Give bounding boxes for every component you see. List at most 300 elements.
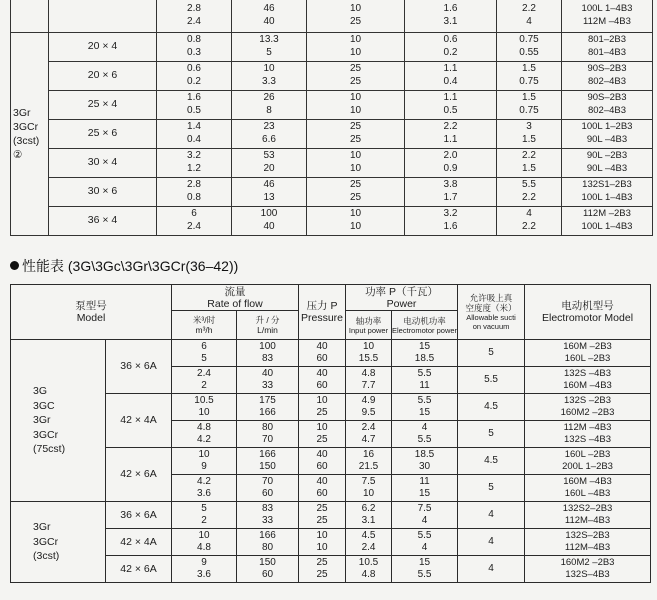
vacuum-value: 4 [488, 508, 494, 520]
motor-model: 160L –2B3 [564, 353, 611, 364]
header-pressure-cn: 压力 P [306, 300, 338, 312]
vacuum-cell [458, 394, 525, 421]
pump-size-cell [106, 448, 172, 502]
flow-m3h-pair [172, 448, 237, 475]
flow-m3h: 9 [201, 556, 207, 568]
flow-lmin: 10 [263, 63, 275, 74]
flow-lmin-pair [237, 340, 299, 367]
input-power-pair [346, 367, 392, 394]
motor-model: 160L –2B3 [564, 448, 611, 460]
input-power: 2.4 [361, 542, 376, 553]
flow-lmin-pair [232, 119, 307, 148]
table-row [11, 0, 653, 32]
header-motor-power [392, 311, 458, 340]
pressure-pair [299, 529, 346, 556]
pressure-pair [299, 340, 346, 367]
flow-m3h: 5 [201, 353, 207, 364]
motor-model: 801–4B3 [587, 46, 627, 58]
pressure-pair [299, 556, 346, 583]
table-row [11, 394, 651, 421]
pressure-pair [307, 206, 405, 235]
input-power-pair [346, 502, 392, 529]
header-motor-power-en: Electromotor power [392, 325, 458, 335]
motor-model: 112M –2B3 [583, 208, 631, 219]
motor-model: 801–2B3 [587, 34, 627, 45]
flow-lmin: 6.6 [262, 133, 276, 145]
motor-model: 100L 1–4B3 [581, 220, 633, 232]
input-power-pair [346, 556, 392, 583]
pressure-pair [299, 367, 346, 394]
flow-m3h: 3.6 [197, 569, 211, 580]
flow-m3h: 2.8 [187, 179, 201, 190]
pump-size: 42 × 4A [120, 535, 157, 548]
header-motor-model-cn: 电动机型号 [561, 300, 614, 312]
flow-lmin-pair [237, 421, 299, 448]
motor-power: 1.5 [522, 162, 536, 174]
flow-m3h: 10 [198, 407, 210, 418]
motor-model: 160M2 –2B3 [560, 407, 615, 418]
motor-model-pair [525, 556, 651, 583]
motor-power: 4 [421, 542, 428, 553]
pressure: 25 [349, 75, 362, 87]
pump-size: 30 × 4 [87, 156, 118, 169]
header-vacuum-cn1: 允许吸上真 [469, 293, 513, 303]
motor-power: 15 [418, 407, 431, 418]
motor-power-pair [392, 475, 458, 502]
pressure: 40 [316, 340, 328, 352]
pressure-pair [307, 61, 405, 90]
pressure-pair [299, 394, 346, 421]
flow-m3h-pair [157, 0, 232, 32]
input-power: 9.5 [361, 407, 376, 418]
motor-model-pair [525, 475, 651, 502]
input-power: 1.6 [443, 220, 458, 232]
flow-lmin: 40 [263, 15, 275, 27]
flow-lmin: 60 [261, 569, 274, 580]
flow-m3h-pair [172, 340, 237, 367]
input-power-pair [405, 206, 497, 235]
pressure-pair [299, 421, 346, 448]
flow-m3h: 0.3 [187, 46, 201, 58]
flow-lmin-pair [237, 394, 299, 421]
header-flow-m3h-unit: m³/h [195, 325, 213, 335]
flow-m3h: 0.8 [187, 191, 201, 203]
header-flow-m3h-cn: 米³/时 [192, 315, 216, 325]
input-power: 10 [362, 488, 375, 499]
flow-lmin: 83 [261, 502, 274, 514]
pressure: 25 [349, 191, 362, 203]
motor-power: 5.5 [417, 529, 432, 541]
performance-table-bottom [10, 284, 651, 583]
motor-power: 4 [421, 421, 428, 433]
input-power-pair [405, 119, 497, 148]
flow-m3h: 3.6 [197, 488, 211, 499]
pump-size: 42 × 4A [120, 414, 157, 427]
pressure: 10 [316, 529, 328, 541]
motor-model: 200L 1–2B3 [562, 461, 613, 472]
pressure: 40 [316, 367, 328, 379]
table-row [11, 177, 653, 206]
input-power: 16 [362, 448, 375, 460]
motor-model: 132S –2B3 [564, 394, 612, 406]
input-power-pair [346, 475, 392, 502]
pressure: 10 [349, 3, 362, 15]
motor-power-pair [497, 177, 562, 206]
motor-model-pair [525, 448, 651, 475]
motor-power: 5.5 [417, 569, 432, 580]
pressure-pair [307, 119, 405, 148]
input-power: 1.1 [443, 133, 458, 145]
motor-model: 160L –4B3 [564, 488, 611, 499]
motor-model: 132S1–2B3 [582, 179, 632, 190]
input-power: 7.5 [361, 475, 376, 487]
input-power-pair [405, 177, 497, 206]
flow-lmin: 70 [261, 434, 274, 445]
vacuum-value: 5 [488, 427, 494, 439]
vacuum-cell [458, 502, 525, 529]
pump-size-cell [49, 32, 157, 61]
pressure: 10 [349, 208, 362, 219]
motor-power-pair [392, 367, 458, 394]
header-pressure [299, 285, 346, 340]
flow-m3h-pair [172, 367, 237, 394]
pressure-pair [299, 502, 346, 529]
pump-size-cell [49, 148, 157, 177]
motor-model: 100L 1–2B3 [581, 121, 633, 132]
motor-model-pair [562, 177, 653, 206]
header-model [11, 285, 172, 340]
motor-power: 2.2 [522, 220, 536, 232]
input-power-pair [405, 90, 497, 119]
motor-power-pair [392, 448, 458, 475]
pressure: 25 [349, 15, 362, 27]
motor-model: 112M–4B3 [564, 515, 611, 526]
motor-model: 90S–2B3 [587, 92, 627, 103]
model-label: 3Gr [13, 106, 31, 119]
motor-model: 132S –4B3 [564, 367, 612, 379]
input-power-pair [346, 340, 392, 367]
vacuum-value: 4 [488, 535, 494, 547]
input-power-pair [346, 448, 392, 475]
input-power: 4.8 [361, 569, 376, 580]
motor-model-pair [562, 61, 653, 90]
flow-m3h: 0.6 [187, 63, 201, 74]
input-power: 21.5 [358, 461, 379, 472]
motor-power-pair [497, 148, 562, 177]
motor-model-pair [562, 32, 653, 61]
pump-size: 42 × 6A [120, 562, 157, 575]
flow-lmin: 150 [259, 556, 276, 568]
motor-power-pair [392, 394, 458, 421]
flow-m3h: 5 [201, 502, 207, 514]
motor-model: 90L –4B3 [586, 162, 628, 174]
pressure: 10 [316, 394, 328, 406]
flow-m3h: 9 [201, 461, 207, 472]
flow-m3h: 0.8 [187, 34, 201, 45]
motor-power: 0.75 [519, 34, 539, 45]
pressure: 25 [316, 434, 328, 445]
flow-lmin: 33 [261, 515, 274, 526]
motor-model-pair [562, 119, 653, 148]
model-label: 3GC [33, 399, 55, 412]
flow-m3h-pair [157, 148, 232, 177]
header-vacuum-cn2: 空度度（米） [465, 303, 517, 313]
model-group-cell [11, 32, 49, 235]
input-power-pair [405, 148, 497, 177]
flow-m3h: 2.8 [187, 3, 201, 15]
motor-model: 802–4B3 [587, 104, 627, 116]
flow-m3h: 1.4 [187, 121, 201, 132]
blank-cell [49, 0, 157, 32]
pump-size-cell [49, 206, 157, 235]
flow-lmin-pair [232, 0, 307, 32]
input-power: 3.1 [361, 515, 376, 526]
motor-model-pair [525, 340, 651, 367]
motor-model: 112M –4B3 [583, 15, 631, 27]
pressure: 25 [349, 179, 362, 190]
input-power: 3.2 [443, 208, 458, 219]
vacuum-value: 4.5 [484, 454, 498, 466]
model-group-cell [11, 340, 106, 502]
flow-lmin-pair [232, 61, 307, 90]
flow-lmin-pair [237, 367, 299, 394]
pressure: 40 [316, 475, 328, 487]
pressure: 10 [349, 34, 362, 45]
model-label: 3GCr [13, 120, 39, 133]
motor-model: 132S –4B3 [564, 434, 612, 445]
header-motor-model [525, 285, 651, 340]
header-power-en: Power [386, 297, 417, 310]
motor-power-pair [497, 119, 562, 148]
model-label: 3Gr [33, 414, 51, 427]
motor-model: 160M2 –2B3 [560, 556, 615, 568]
pressure: 25 [349, 133, 362, 145]
vacuum-cell [458, 529, 525, 556]
flow-lmin-pair [237, 556, 299, 583]
pump-size: 20 × 4 [87, 40, 118, 53]
input-power: 0.4 [443, 75, 458, 87]
motor-power: 18.5 [414, 353, 435, 364]
motor-power: 2.2 [522, 191, 536, 203]
bullet-icon [10, 261, 19, 270]
table-row [11, 32, 653, 61]
flow-lmin: 83 [261, 353, 274, 364]
motor-model-pair [525, 529, 651, 556]
model-label: (75cst) [33, 443, 66, 456]
table-row [11, 502, 651, 529]
pressure-pair [307, 32, 405, 61]
pressure-pair [307, 90, 405, 119]
pump-size: 25 × 6 [87, 127, 118, 140]
pump-size-cell [106, 556, 172, 583]
flow-m3h-pair [172, 394, 237, 421]
motor-model-pair [562, 206, 653, 235]
motor-power: 15 [418, 556, 431, 568]
performance-table-top [10, 0, 653, 236]
motor-power: 0.75 [519, 75, 539, 87]
motor-model: 132S–4B3 [565, 569, 610, 580]
header-vacuum-en1: Allowable sucti [466, 313, 516, 322]
input-power-pair [405, 61, 497, 90]
header-flow-lmin [237, 311, 299, 340]
input-power: 0.5 [443, 104, 458, 116]
table-row [11, 340, 651, 367]
motor-model-pair [525, 502, 651, 529]
motor-model: 112M –4B3 [563, 421, 612, 433]
flow-m3h: 4.2 [197, 475, 211, 487]
flow-m3h: 10 [198, 529, 210, 541]
table-row [11, 556, 651, 583]
flow-lmin-pair [237, 448, 299, 475]
vacuum-value: 5 [488, 346, 494, 358]
model-label: (3cst) [13, 134, 40, 147]
flow-lmin: 46 [263, 179, 275, 190]
flow-m3h-pair [157, 206, 232, 235]
table-row [11, 206, 653, 235]
pressure: 25 [349, 121, 362, 132]
motor-power-pair [497, 206, 562, 235]
flow-lmin: 40 [261, 367, 274, 379]
input-power: 6.2 [361, 502, 376, 514]
flow-m3h: 4.8 [197, 542, 211, 553]
motor-power: 18.5 [414, 448, 435, 460]
motor-model: 100L 1–4B3 [581, 191, 633, 203]
header-motor-power-cn: 电动机功率 [403, 315, 446, 326]
input-power: 4.9 [361, 394, 376, 406]
flow-m3h: 0.4 [187, 133, 201, 145]
input-power: 1.7 [443, 191, 458, 203]
flow-m3h-pair [172, 529, 237, 556]
input-power: 4.8 [361, 367, 376, 379]
pressure-pair [299, 448, 346, 475]
model-label: 3GCr [33, 428, 59, 441]
flow-m3h-pair [172, 421, 237, 448]
flow-lmin: 13.3 [259, 34, 279, 45]
pump-size-cell [49, 61, 157, 90]
motor-power: 5.5 [417, 394, 432, 406]
header-motor-model-en: Electromotor Model [542, 312, 634, 324]
blank-cell [11, 0, 49, 32]
flow-lmin: 46 [263, 3, 275, 15]
pump-size-cell [49, 119, 157, 148]
flow-lmin: 23 [263, 121, 275, 132]
flow-lmin: 60 [261, 488, 274, 499]
input-power-pair [346, 421, 392, 448]
input-power-pair [346, 529, 392, 556]
flow-lmin: 3.3 [262, 75, 276, 87]
flow-m3h: 2 [201, 515, 207, 526]
motor-power-pair [392, 502, 458, 529]
flow-lmin-pair [237, 475, 299, 502]
header-input-power-cn: 轴功率 [355, 315, 382, 326]
pump-size: 42 × 6A [120, 468, 157, 481]
table-row [11, 148, 653, 177]
flow-m3h: 6 [201, 340, 207, 352]
flow-m3h: 2.4 [187, 15, 201, 27]
header-flow-lmin-unit: L/min [257, 325, 278, 335]
pressure: 25 [316, 515, 328, 526]
model-group-cell [11, 502, 106, 583]
flow-lmin-pair [232, 32, 307, 61]
input-power-pair [405, 32, 497, 61]
flow-lmin-pair [232, 206, 307, 235]
pump-size-cell [106, 529, 172, 556]
motor-model: 132S2–2B3 [562, 502, 613, 514]
flow-lmin: 5 [266, 46, 272, 58]
motor-power: 11 [419, 475, 430, 487]
input-power: 4.5 [361, 529, 376, 541]
input-power: 3.8 [443, 179, 458, 190]
pressure-pair [299, 475, 346, 502]
motor-power: 5.5 [522, 179, 536, 190]
input-power: 2.2 [443, 121, 458, 132]
motor-model: 90L –2B3 [586, 150, 628, 161]
motor-power: 4 [421, 515, 428, 526]
pump-size: 30 × 6 [87, 185, 118, 198]
input-power: 0.6 [443, 34, 458, 45]
header-flow-lmin-cn: 升 / 分 [255, 315, 280, 325]
pressure: 10 [349, 162, 362, 174]
pressure: 25 [316, 569, 328, 580]
flow-m3h-pair [157, 119, 232, 148]
header-flow-m3h [172, 311, 237, 340]
pump-size: 25 × 4 [87, 98, 118, 111]
pressure: 25 [316, 407, 328, 418]
vacuum-value: 5.5 [484, 373, 498, 385]
vacuum-cell [458, 556, 525, 583]
motor-power: 5.5 [417, 434, 432, 445]
motor-power: 1.5 [522, 92, 536, 103]
motor-power-pair [497, 0, 562, 32]
flow-lmin: 40 [263, 220, 275, 232]
motor-model: 160M –4B3 [563, 475, 612, 487]
pressure: 25 [316, 556, 328, 568]
header-input-power [346, 311, 392, 340]
motor-model: 160M –4B3 [563, 380, 612, 391]
vacuum-cell [458, 448, 525, 475]
vacuum-value: 5 [488, 481, 494, 493]
input-power: 4.7 [361, 434, 376, 445]
model-label: 3G [33, 385, 48, 398]
input-power: 3.1 [443, 15, 458, 27]
pressure: 10 [349, 150, 362, 161]
motor-model: 90S–2B3 [587, 63, 627, 74]
flow-m3h: 3.2 [187, 150, 201, 161]
pressure-pair [307, 148, 405, 177]
motor-power: 11 [419, 380, 430, 391]
pressure: 25 [349, 63, 362, 74]
motor-power-pair [392, 421, 458, 448]
flow-lmin: 166 [259, 407, 276, 418]
pressure: 10 [316, 421, 328, 433]
table-row [11, 448, 651, 475]
flow-lmin: 150 [259, 461, 276, 472]
flow-m3h: 10.5 [194, 394, 214, 406]
motor-power-pair [392, 529, 458, 556]
flow-m3h: 2 [201, 380, 207, 391]
flow-lmin-pair [232, 177, 307, 206]
input-power: 15.5 [358, 353, 379, 364]
motor-power: 0.75 [519, 104, 539, 116]
pump-size: 36 × 6A [120, 360, 157, 373]
flow-lmin: 80 [261, 421, 274, 433]
table-row [11, 90, 653, 119]
flow-m3h-pair [157, 177, 232, 206]
header-vacuum [458, 285, 525, 340]
model-label: 3GCr [33, 535, 59, 548]
motor-power-pair [497, 90, 562, 119]
motor-power: 5.5 [417, 367, 432, 379]
